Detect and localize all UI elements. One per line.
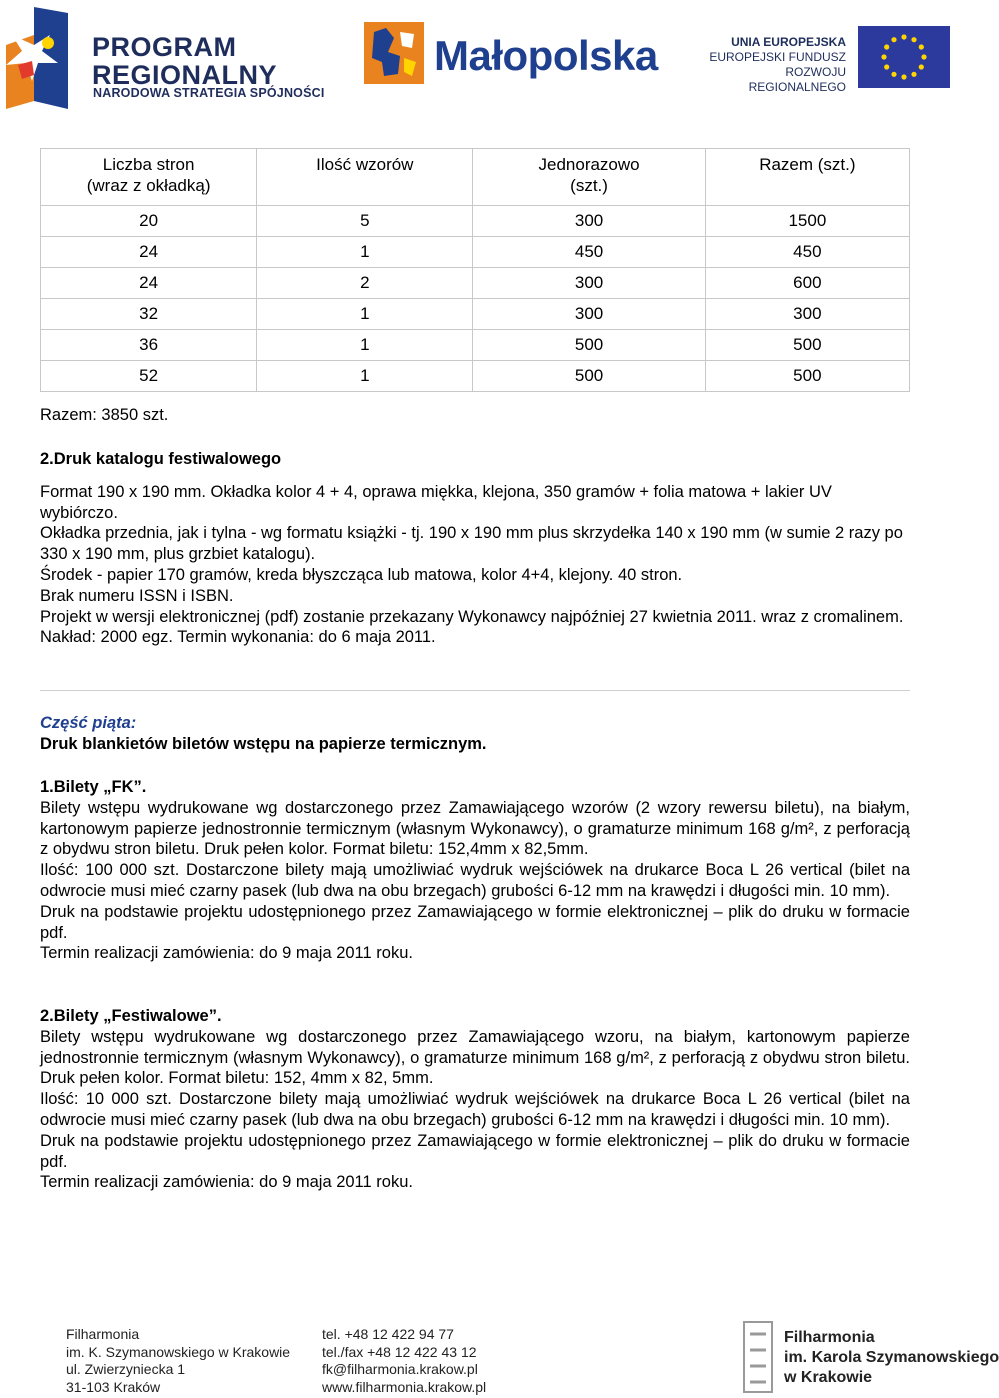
program-line1: PROGRAM bbox=[92, 32, 237, 62]
ue-line2: EUROPEJSKI FUNDUSZ bbox=[709, 50, 846, 64]
malopolska-emblem-icon bbox=[364, 22, 424, 84]
footer-fax: tel./fax +48 12 422 43 12 bbox=[322, 1343, 477, 1360]
cell-pages: 24 bbox=[41, 268, 257, 299]
fk-section bbox=[40, 777, 910, 964]
part5-section bbox=[40, 713, 910, 755]
cell-total: 500 bbox=[705, 330, 909, 361]
fk-description: Bilety wstępu wydrukowane wg dostarczonego przez Zamawiającego wzorów (2 wzory rewersu biletu), na białym, kartonowym papierze jednostronnie termicznym (własnym Wykonawcy), o gramaturze minimum 168 g/m², z perforacją z obydwu stron biletu. Druk pełen kolor. Format biletu: 152,4mm x 82,5mm. bbox=[40, 798, 910, 859]
fest-description: Bilety wstępu wydrukowane wg dostarczonego przez Zamawiającego wzoru, na białym, kartonowym papierze jednostronnie termicznym (własnym Wykonawcy), o gramaturze minimum 168 g/m², z perforacją z obydwu stron biletu. Druk pełen kolor. Format biletu: 152, 4mm x 82, 5mm. bbox=[40, 1027, 910, 1088]
table-row bbox=[41, 299, 910, 330]
table-row bbox=[41, 330, 910, 361]
cell-pages: 52 bbox=[41, 361, 257, 392]
orders-table bbox=[40, 148, 910, 392]
table-header-row bbox=[41, 149, 910, 206]
cell-designs: 1 bbox=[257, 237, 473, 268]
table-row bbox=[41, 206, 910, 237]
footer-logo-line: Filharmonia bbox=[784, 1329, 875, 1346]
catalog-project: Projekt w wersji elektronicznej (pdf) zostanie przekazany Wykonawcy najpóźniej 27 kwietnia 2011. wraz z cromalinem. bbox=[40, 607, 904, 626]
cell-pages: 24 bbox=[41, 237, 257, 268]
header-designs: Ilość wzorów bbox=[257, 149, 473, 206]
program-line2: REGIONALNY bbox=[92, 60, 278, 90]
cell-designs: 2 bbox=[257, 268, 473, 299]
footer-address-line: im. K. Szymanowskiego w Krakowie bbox=[66, 1343, 291, 1360]
catalog-section bbox=[40, 449, 910, 648]
footer-address-line: 31-103 Kraków bbox=[66, 1378, 161, 1395]
catalog-format: Format 190 x 190 mm. Okładka kolor 4 + 4, oprawa miękka, klejona, 350 gramów + folia matowa + lakier UV wybiórczo. bbox=[40, 482, 832, 522]
fest-print-basis: Druk na podstawie projektu udostępnionego przez Zamawiającego w formie elektronicznej – plik do druku w formacie pdf. bbox=[40, 1131, 910, 1171]
fest-deadline: Termin realizacji zamówienia: do 9 maja 2011 roku. bbox=[40, 1173, 413, 1192]
filharmonia-emblem-icon bbox=[740, 1320, 776, 1394]
cell-pages: 20 bbox=[41, 206, 257, 237]
program-regionalny-logo bbox=[4, 5, 324, 109]
footer-phone: tel. +48 12 422 94 77 bbox=[322, 1326, 454, 1342]
footer-logo-line: w Krakowie bbox=[784, 1369, 873, 1386]
cell-designs: 5 bbox=[257, 206, 473, 237]
header-per-design: Jednorazowo (szt.) bbox=[473, 149, 705, 206]
footer-website[interactable]: www.filharmonia.krakow.pl bbox=[322, 1378, 487, 1395]
eu-flag-icon bbox=[858, 26, 950, 88]
cell-total: 300 bbox=[705, 299, 909, 330]
footer-address-line: ul. Zwierzyniecka 1 bbox=[66, 1361, 186, 1377]
cell-designs: 1 bbox=[257, 361, 473, 392]
section-divider bbox=[40, 690, 910, 691]
cell-designs: 1 bbox=[257, 299, 473, 330]
total-summary: Razem: 3850 szt. bbox=[40, 406, 169, 424]
footer-address bbox=[66, 1326, 290, 1396]
fest-section bbox=[40, 1006, 910, 1193]
footer-logo-line: im. Karola Szymanowskiego bbox=[784, 1349, 999, 1366]
malopolska-name: Małopolska bbox=[434, 32, 658, 79]
cell-per-design: 300 bbox=[473, 206, 705, 237]
cell-pages: 36 bbox=[41, 330, 257, 361]
part5-title: Część piąta: bbox=[40, 714, 137, 732]
footer-email[interactable]: fk@filharmonia.krakow.pl bbox=[322, 1361, 478, 1377]
catalog-inside: Środek - papier 170 gramów, kreda błyszcząca lub matowa, kolor 4+4, klejony. 40 stron. bbox=[40, 565, 683, 584]
fk-deadline: Termin realizacji zamówienia: do 9 maja 2011 roku. bbox=[40, 944, 413, 963]
program-title bbox=[92, 33, 277, 89]
fk-print-basis: Druk na podstawie projektu udostępnionego przez Zamawiającego w formie elektronicznej – plik do druku w formacie pdf. bbox=[40, 902, 910, 942]
table-row bbox=[41, 361, 910, 392]
footer-address-line: Filharmonia bbox=[66, 1326, 140, 1342]
cell-per-design: 500 bbox=[473, 361, 705, 392]
cell-pages: 32 bbox=[41, 299, 257, 330]
part5-subtitle: Druk blankietów biletów wstępu na papierze termicznym. bbox=[40, 734, 487, 753]
malopolska-logo bbox=[364, 22, 664, 88]
cell-per-design: 500 bbox=[473, 330, 705, 361]
cell-per-design: 300 bbox=[473, 299, 705, 330]
cell-total: 500 bbox=[705, 361, 909, 392]
filharmonia-logo bbox=[740, 1318, 999, 1394]
catalog-issn: Brak numeru ISSN i ISBN. bbox=[40, 586, 234, 605]
catalog-cover: Okładka przednia, jak i tylna - wg formatu książki - tj. 190 x 190 mm plus skrzydełka 140 x 190 mm (w sumie 2 razy po 330 x 190 mm, plus grzbiet katalogu). bbox=[40, 524, 903, 564]
program-regionalny-emblem-icon bbox=[4, 5, 70, 109]
header-pages: Liczba stron (wraz z okładką) bbox=[41, 149, 257, 206]
cell-per-design: 300 bbox=[473, 268, 705, 299]
footer-contact bbox=[322, 1326, 486, 1396]
table-row bbox=[41, 237, 910, 268]
table-row bbox=[41, 268, 910, 299]
cell-total: 450 bbox=[705, 237, 909, 268]
unia-europejska-logo bbox=[690, 26, 954, 94]
catalog-heading: 2.Druk katalogu festiwalowego bbox=[40, 450, 282, 468]
ue-line1: UNIA EUROPEJSKA bbox=[731, 35, 846, 49]
cell-designs: 1 bbox=[257, 330, 473, 361]
program-subtitle: NARODOWA STRATEGIA SPÓJNOŚCI bbox=[93, 86, 325, 100]
cell-total: 1500 bbox=[705, 206, 909, 237]
cell-per-design: 450 bbox=[473, 237, 705, 268]
fest-quantity: Ilość: 10 000 szt. Dostarczone bilety mają umożliwiać wydruk wejściówek na drukarce Boca L 26 vertical (bilet na odwrocie musi mieć czarny pasek (lub dwa na obu brzegach) grubości 6-12 mm na krawędzi i długości min. 10 mm). bbox=[40, 1090, 910, 1129]
fest-heading: 2.Bilety „Festiwalowe”. bbox=[40, 1007, 222, 1025]
catalog-run: Nakład: 2000 egz. Termin wykonania: do 6 maja 2011. bbox=[40, 628, 436, 647]
header-total: Razem (szt.) bbox=[705, 149, 909, 206]
fk-quantity: Ilość: 100 000 szt. Dostarczone bilety mają umożliwiać wydruk wejściówek na drukarce Boca L 26 vertical (bilet na odwrocie musi mieć czarny pasek (lub dwa na obu brzegach) grubości 6-12 mm na krawędzi i długości min. 10 mm). bbox=[40, 861, 910, 900]
cell-total: 600 bbox=[705, 268, 909, 299]
ue-line3: ROZWOJU REGIONALNEGO bbox=[748, 65, 846, 94]
fk-heading: 1.Bilety „FK”. bbox=[40, 778, 147, 796]
